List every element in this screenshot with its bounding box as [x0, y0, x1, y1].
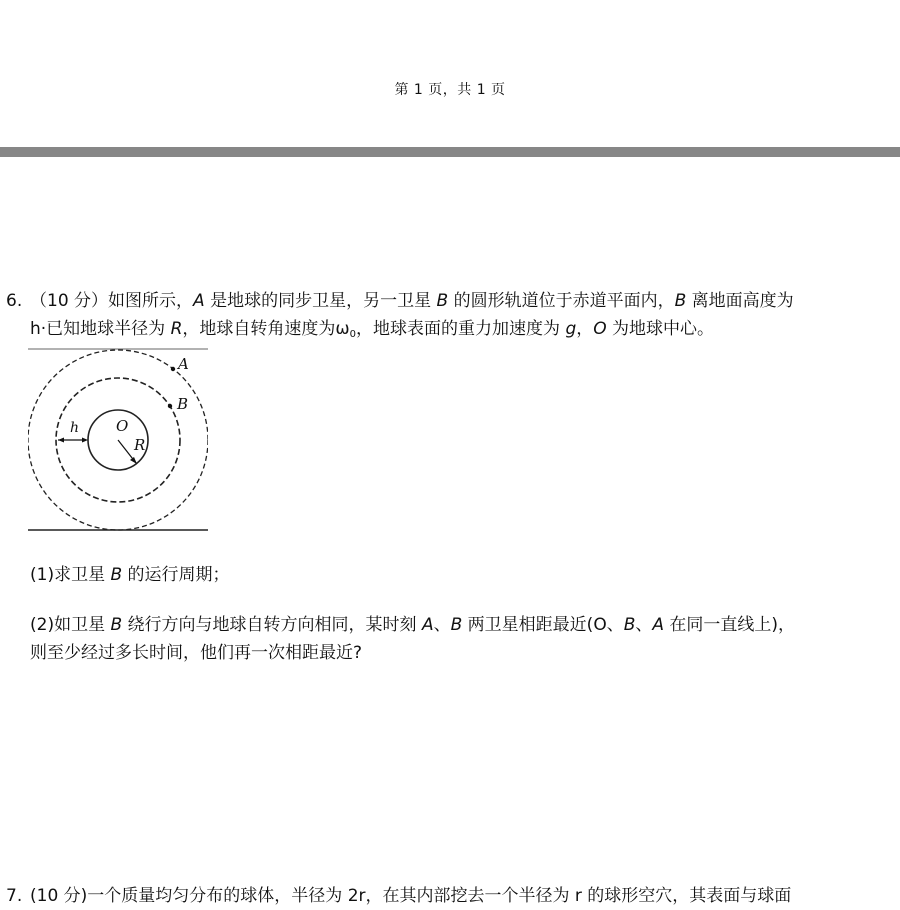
h-arrow-head-right: [82, 438, 88, 443]
var-b: B: [110, 615, 123, 635]
satellite-b-dot: [168, 404, 172, 408]
radius-arrow-head: [130, 457, 137, 464]
question-number: 7.: [6, 886, 23, 906]
part-2-line-1: [30, 611, 890, 639]
page-separator: [0, 147, 900, 157]
text-span: 的运行周期；: [122, 565, 230, 585]
var-g: g: [565, 319, 577, 339]
orbit-diagram: [28, 348, 208, 532]
text-span: 的圆形轨道位于赤道平面内，: [448, 291, 675, 311]
question-7: [6, 882, 886, 910]
text-span: 两卫星相距最近(O、: [462, 615, 624, 635]
text-span: 是地球的同步卫星，另一卫星: [204, 291, 437, 311]
text-span: ，: [576, 319, 594, 339]
var-r: R: [170, 319, 183, 339]
label-b: B: [177, 395, 189, 413]
omega-subscript: 0: [349, 329, 357, 340]
var-o: O: [593, 319, 607, 339]
text-span: 在同一直线上)，: [664, 615, 796, 635]
label-h: h: [70, 420, 80, 436]
text-span: 、: [433, 615, 451, 635]
question-6-part-2: [30, 611, 890, 667]
question-6-line-2: [6, 315, 886, 349]
question-7-text: (10 分)一个质量均匀分布的球体，半径为 2r，在其内部挖去一个半径为 r 的球形空穴，其表面与球面: [30, 886, 792, 906]
var-b: B: [436, 291, 449, 311]
label-r: R: [134, 436, 146, 454]
question-6: [6, 287, 886, 349]
question-score: （10 分）: [30, 291, 109, 311]
question-number: 6.: [6, 291, 23, 311]
var-b: B: [450, 615, 463, 635]
var-b: B: [674, 291, 687, 311]
text-span: 绕行方向与地球自转方向相同，某时刻: [122, 615, 422, 635]
text-span: ，地球自转角速度为ω: [182, 319, 350, 339]
var-a: A: [193, 291, 205, 311]
question-6-line-1: [6, 287, 886, 315]
satellite-a-dot: [171, 367, 175, 371]
label-o: O: [116, 417, 129, 435]
text-span: 为地球中心。: [606, 319, 715, 339]
question-6-part-1: [30, 561, 890, 589]
var-a: A: [421, 615, 434, 635]
label-a: A: [178, 355, 189, 373]
h-arrow-head-left: [58, 438, 64, 443]
text-span: 、: [635, 615, 653, 635]
part-2-line-2: 则至少经过多长时间，他们再一次相距最近?: [30, 643, 363, 663]
var-b: B: [623, 615, 636, 635]
text-span: 如图所示，: [108, 291, 194, 311]
text-span: 离地面高度为: [686, 291, 794, 311]
text-span: (1)求卫星: [30, 565, 111, 585]
var-b: B: [110, 565, 123, 585]
text-span: (2)如卫星: [30, 615, 111, 635]
text-span: h·已知地球半径为: [30, 319, 171, 339]
text-span: ，地球表面的重力加速度为: [356, 319, 566, 339]
page-footer: 第 1 页，共 1 页: [394, 82, 506, 98]
var-a: A: [652, 615, 665, 635]
